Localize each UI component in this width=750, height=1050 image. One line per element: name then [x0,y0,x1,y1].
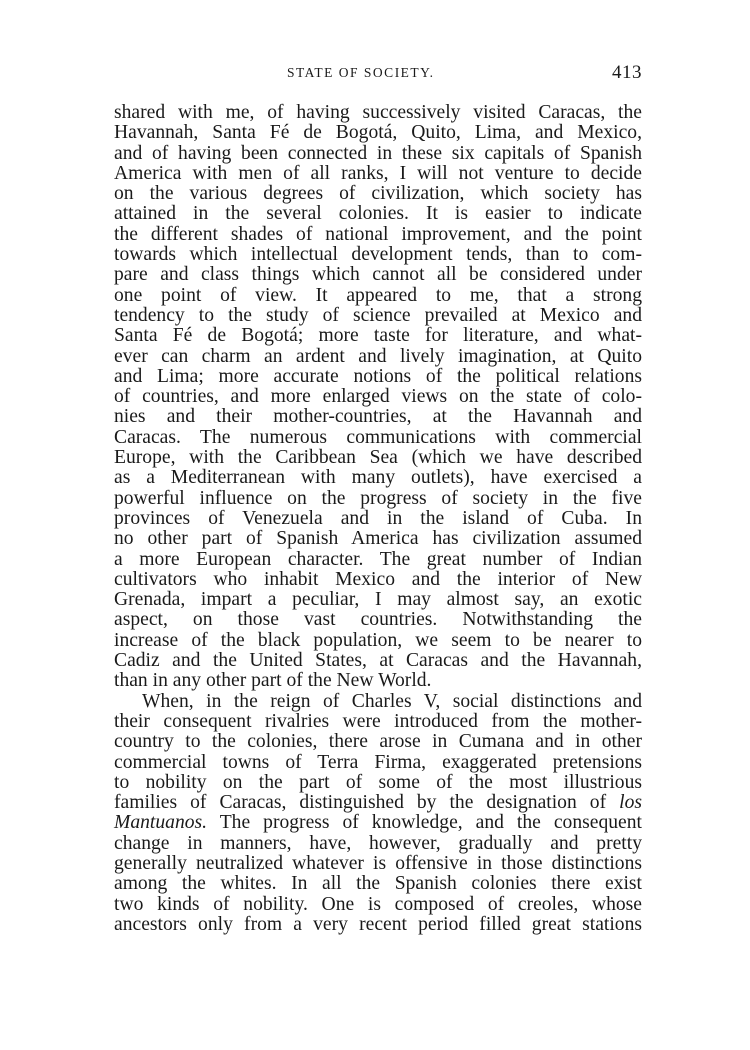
text-line: no other part of Spanish America has civilization assumed [114,528,642,550]
text-line: change in manners, have, however, gradually and pretty [114,832,642,854]
text-line: nies and their mother-countries, at the Havannah and [114,406,642,428]
text-line: Grenada, impart a peculiar, I may almost say, an exotic [114,589,642,611]
text-line: Europe, with the Caribbean Sea (which we have described [114,447,642,469]
body-text [114,103,642,935]
text-line: Cadiz and the United States, at Caracas and the Havannah, [114,650,642,672]
text-line: their consequent rivalries were introduced from the mother- [114,710,642,732]
text-line: country to the colonies, there arose in Cumana and in other [114,731,642,753]
page-header [114,62,642,90]
italic-term: los [619,792,642,814]
running-head: STATE OF SOCIETY. [287,65,435,80]
text-line: aspect, on those vast countries. Notwithstanding the [114,609,642,631]
text-line: of countries, and more enlarged views on the state of colo- [114,386,642,408]
text-line: shared with me, of having successively visited Caracas, the [114,102,642,123]
text-line: ever can charm an ardent and lively imagination, at Quito [114,345,642,367]
text-line: provinces of Venezuela and in the island of Cuba. In [114,507,642,529]
text-line [114,793,642,813]
text-line: ancestors only from a very recent period filled great stations [114,913,642,935]
text-line: Santa Fé de Bogotá; more taste for literature, and what- [114,325,642,347]
text-line: When, in the reign of Charles V, social distinctions and [142,690,642,712]
text-line: tendency to the study of science prevailed at Mexico and [114,304,642,326]
italic-term: Mantuanos. [114,812,208,834]
text-line: to nobility on the part of some of the most illustrious [114,771,642,793]
text-line [114,813,642,833]
text-line: attained in the several colonies. It is easier to indicate [114,203,642,225]
text-line: one point of view. It appeared to me, that a strong [114,284,642,306]
paragraph-2 [114,692,642,936]
text-line: on the various degrees of civilization, which society has [114,183,642,205]
text-line: than in any other part of the New World. [114,670,432,692]
text-line: the different shades of national improvement, and the point [114,223,642,245]
text-line: pare and class things which cannot all be considered under [114,264,642,286]
text-line: two kinds of nobility. One is composed of creoles, whose [114,893,642,915]
text-line: Caracas. The numerous communications with commercial [114,426,642,448]
text-line: commercial towns of Terra Firma, exaggerated pretensions [114,751,642,773]
text-line: and Lima; more accurate notions of the political relations [114,365,642,387]
text-line: America with men of all ranks, I will not venture to decide [114,162,642,184]
text-line: among the whites. In all the Spanish colonies there exist [114,873,642,895]
text-line: a more European character. The great number of Indian [114,548,642,570]
line-text: The progress of knowledge, and the consequent [219,812,642,834]
text-line: towards which intellectual development tends, than to com- [114,244,642,266]
text-line: as a Mediterranean with many outlets), have exercised a [114,467,642,489]
paragraph-1 [114,103,642,692]
text-line: Havannah, Santa Fé de Bogotá, Quito, Lima, and Mexico, [114,122,642,144]
text-line: powerful influence on the progress of society in the five [114,487,642,509]
text-line: and of having been connected in these six capitals of Spanish [114,142,642,164]
text-line: increase of the black population, we seem to be nearer to [114,629,642,651]
text-line: generally neutralized whatever is offensive in those distinctions [114,852,642,874]
page-number: 413 [612,62,642,83]
text-line: cultivators who inhabit Mexico and the interior of New [114,568,642,590]
line-text: families of Caracas, distinguished by the designation of [114,792,607,814]
